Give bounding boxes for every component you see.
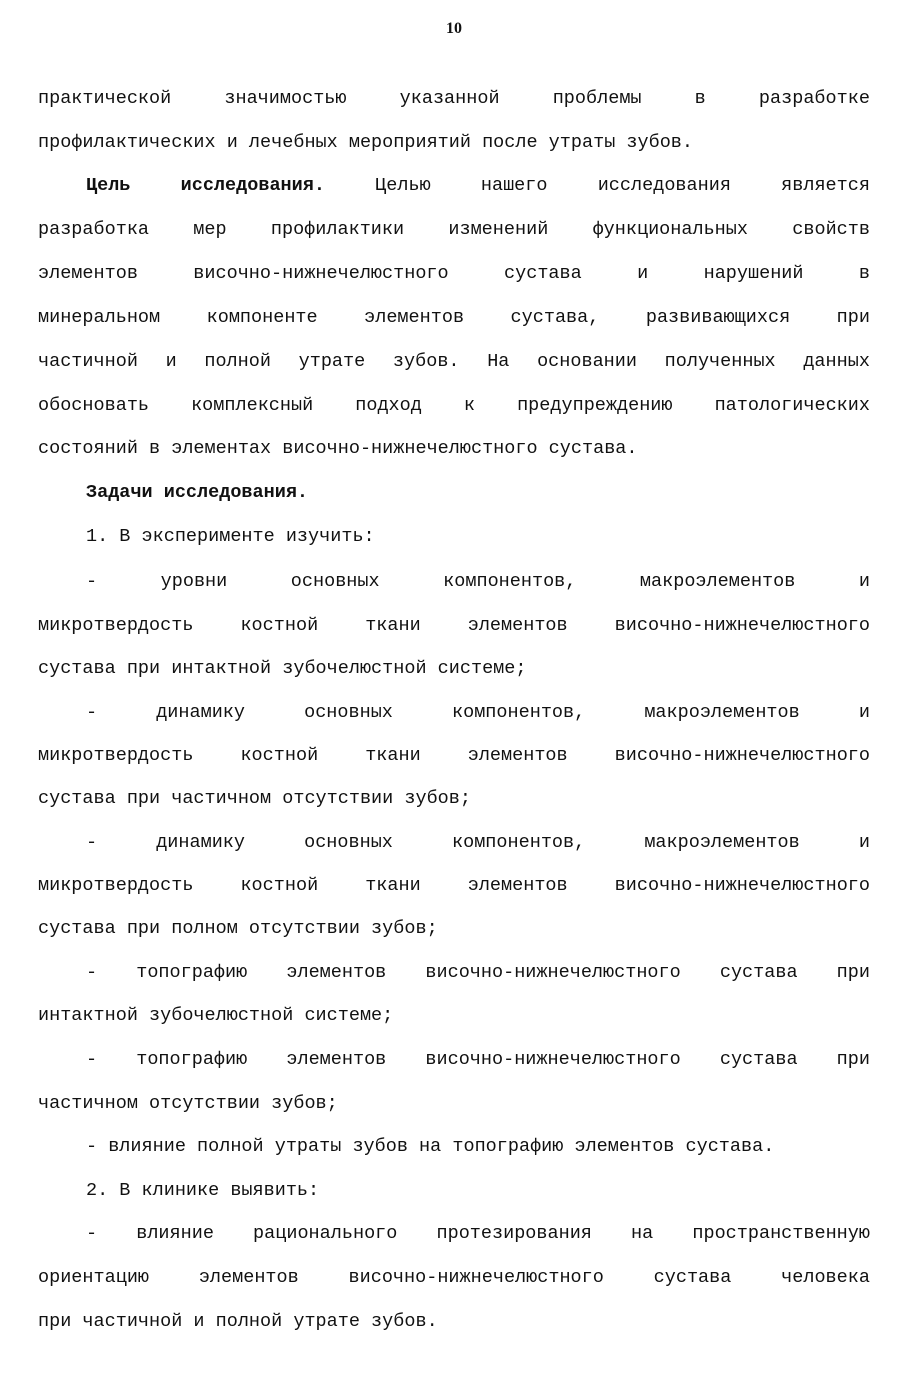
- word: сустава: [719, 1049, 798, 1070]
- word: уровни: [160, 571, 228, 592]
- word: элементов: [364, 307, 465, 328]
- text-line: [86, 958, 870, 988]
- text-line: сустава при интактной зубочелюстной системе;: [38, 658, 527, 679]
- word: -: [86, 1049, 98, 1070]
- word: основных: [304, 702, 393, 723]
- text-line: [86, 1045, 870, 1075]
- word: микротвердость: [38, 615, 194, 636]
- word: динамику: [156, 832, 246, 853]
- word: элементов: [467, 615, 568, 636]
- word: сустава: [653, 1267, 732, 1288]
- word: практической: [38, 88, 172, 109]
- text-line: профилактических и лечебных мероприятий после утраты зубов.: [38, 132, 694, 153]
- text-line: частичном отсутствии зубов;: [38, 1093, 338, 1114]
- word: нарушений: [703, 263, 804, 284]
- word: динамику: [156, 702, 246, 723]
- text-line: [86, 828, 870, 858]
- word: костной: [240, 745, 319, 766]
- text-line: [86, 1219, 870, 1249]
- word: сустава,: [510, 307, 600, 328]
- word: частичной: [38, 351, 138, 372]
- word: полной: [204, 351, 271, 372]
- word: -: [86, 571, 98, 592]
- word: -: [86, 1223, 98, 1244]
- word: основных: [304, 832, 393, 853]
- word: ткани: [365, 875, 421, 896]
- word: изменений: [448, 219, 549, 240]
- text-line: [38, 259, 870, 289]
- word: элементов: [467, 745, 568, 766]
- word: макроэлементов: [644, 702, 800, 723]
- word: развивающихся: [645, 307, 791, 328]
- word: разработке: [758, 88, 870, 109]
- word: предупреждению: [517, 395, 673, 416]
- word: макроэлементов: [639, 571, 796, 592]
- word: ткани: [365, 615, 421, 636]
- word: основных: [290, 571, 380, 592]
- word: височно-нижнечелюстного: [614, 875, 870, 896]
- word: разработка: [38, 219, 150, 240]
- word: костной: [240, 615, 319, 636]
- text-line: [86, 171, 870, 201]
- word: в: [694, 88, 706, 109]
- word: обосновать: [38, 395, 150, 416]
- text-line: [38, 84, 870, 114]
- word: височно-нижнечелюстного: [348, 1267, 604, 1288]
- word: свойств: [792, 219, 870, 240]
- word: топографию: [136, 1049, 248, 1070]
- text-line: [38, 1263, 870, 1293]
- word: ткани: [365, 745, 421, 766]
- word: указанной: [399, 88, 500, 109]
- word: минеральном: [38, 307, 161, 328]
- word: Цель: [86, 175, 131, 196]
- text-line: интактной зубочелюстной системе;: [38, 1005, 394, 1026]
- text-line: состояний в элементах височно-нижнечелюстного сустава.: [38, 438, 638, 459]
- word: протезирования: [436, 1223, 592, 1244]
- word: компонентов,: [452, 832, 586, 853]
- text-line: Задачи исследования.: [86, 482, 309, 503]
- word: и: [858, 571, 870, 592]
- word: зубов.: [392, 351, 460, 372]
- word: и: [165, 351, 177, 372]
- word: элементов: [286, 1049, 387, 1070]
- word: полученных: [664, 351, 776, 372]
- text-line: 2. В клинике выявить:: [86, 1180, 320, 1201]
- word: пространственную: [692, 1223, 870, 1244]
- word: компонентов,: [452, 702, 586, 723]
- word: основании: [537, 351, 637, 372]
- word: височно-нижнечелюстного: [614, 615, 870, 636]
- text-line: [38, 215, 870, 245]
- word: к: [463, 395, 476, 416]
- word: рационального: [253, 1223, 398, 1244]
- text-line: [38, 391, 870, 421]
- word: данных: [803, 351, 870, 372]
- word: при: [836, 962, 870, 983]
- word: -: [86, 832, 98, 853]
- word: топографию: [136, 962, 248, 983]
- text-line: [38, 347, 870, 377]
- word: комплексный: [191, 395, 314, 416]
- word: и: [858, 832, 870, 853]
- word: патологических: [714, 395, 870, 416]
- word: профилактики: [270, 219, 405, 240]
- word: на: [631, 1223, 654, 1244]
- text-line: при частичной и полной утрате зубов.: [38, 1311, 438, 1332]
- word: На: [487, 351, 510, 372]
- word: подход: [355, 395, 422, 416]
- word: макроэлементов: [644, 832, 800, 853]
- text-line: [38, 303, 870, 333]
- text-line: сустава при полном отсутствии зубов;: [38, 918, 438, 939]
- text-line: [86, 698, 870, 728]
- text-line: [38, 741, 870, 771]
- text-line: [86, 567, 870, 597]
- word: элементов: [467, 875, 568, 896]
- word: является: [781, 175, 870, 196]
- word: и: [858, 702, 870, 723]
- page-number: 10: [446, 20, 462, 37]
- text-line: сустава при частичном отсутствии зубов;: [38, 788, 471, 809]
- word: и: [637, 263, 649, 284]
- word: утрате: [298, 351, 366, 372]
- word: в: [858, 263, 870, 284]
- word: влияние: [136, 1223, 214, 1244]
- word: элементов: [38, 263, 138, 284]
- text-line: [38, 871, 870, 901]
- word: височно-нижнечелюстного: [425, 1049, 681, 1070]
- word: человека: [781, 1267, 870, 1288]
- word: исследования: [597, 175, 731, 196]
- word: значимостью: [224, 88, 347, 109]
- word: микротвердость: [38, 745, 194, 766]
- word: височно-нижнечелюстного: [193, 263, 449, 284]
- word: при: [836, 1049, 870, 1070]
- word: компоненте: [206, 307, 318, 328]
- word: нашего: [480, 175, 548, 196]
- word: элементов: [198, 1267, 299, 1288]
- text-line: [38, 611, 870, 641]
- word: височно-нижнечелюстного: [425, 962, 681, 983]
- word: сустава: [719, 962, 798, 983]
- word: элементов: [286, 962, 387, 983]
- word: Целью: [375, 175, 431, 196]
- word: ориентацию: [38, 1267, 150, 1288]
- word: микротвердость: [38, 875, 194, 896]
- text-line: - влияние полной утраты зубов на топографию элементов сустава.: [86, 1136, 775, 1157]
- word: мер: [193, 219, 227, 240]
- word: костной: [240, 875, 319, 896]
- word: -: [86, 962, 98, 983]
- word: сустава: [504, 263, 582, 284]
- word: проблемы: [552, 88, 642, 109]
- text-line: 1. В эксперименте изучить:: [86, 526, 375, 547]
- word: функциональных: [592, 219, 748, 240]
- word: компонентов,: [443, 571, 577, 592]
- word: при: [836, 307, 870, 328]
- word: височно-нижнечелюстного: [614, 745, 870, 766]
- word: -: [86, 702, 98, 723]
- word: исследования.: [180, 175, 325, 196]
